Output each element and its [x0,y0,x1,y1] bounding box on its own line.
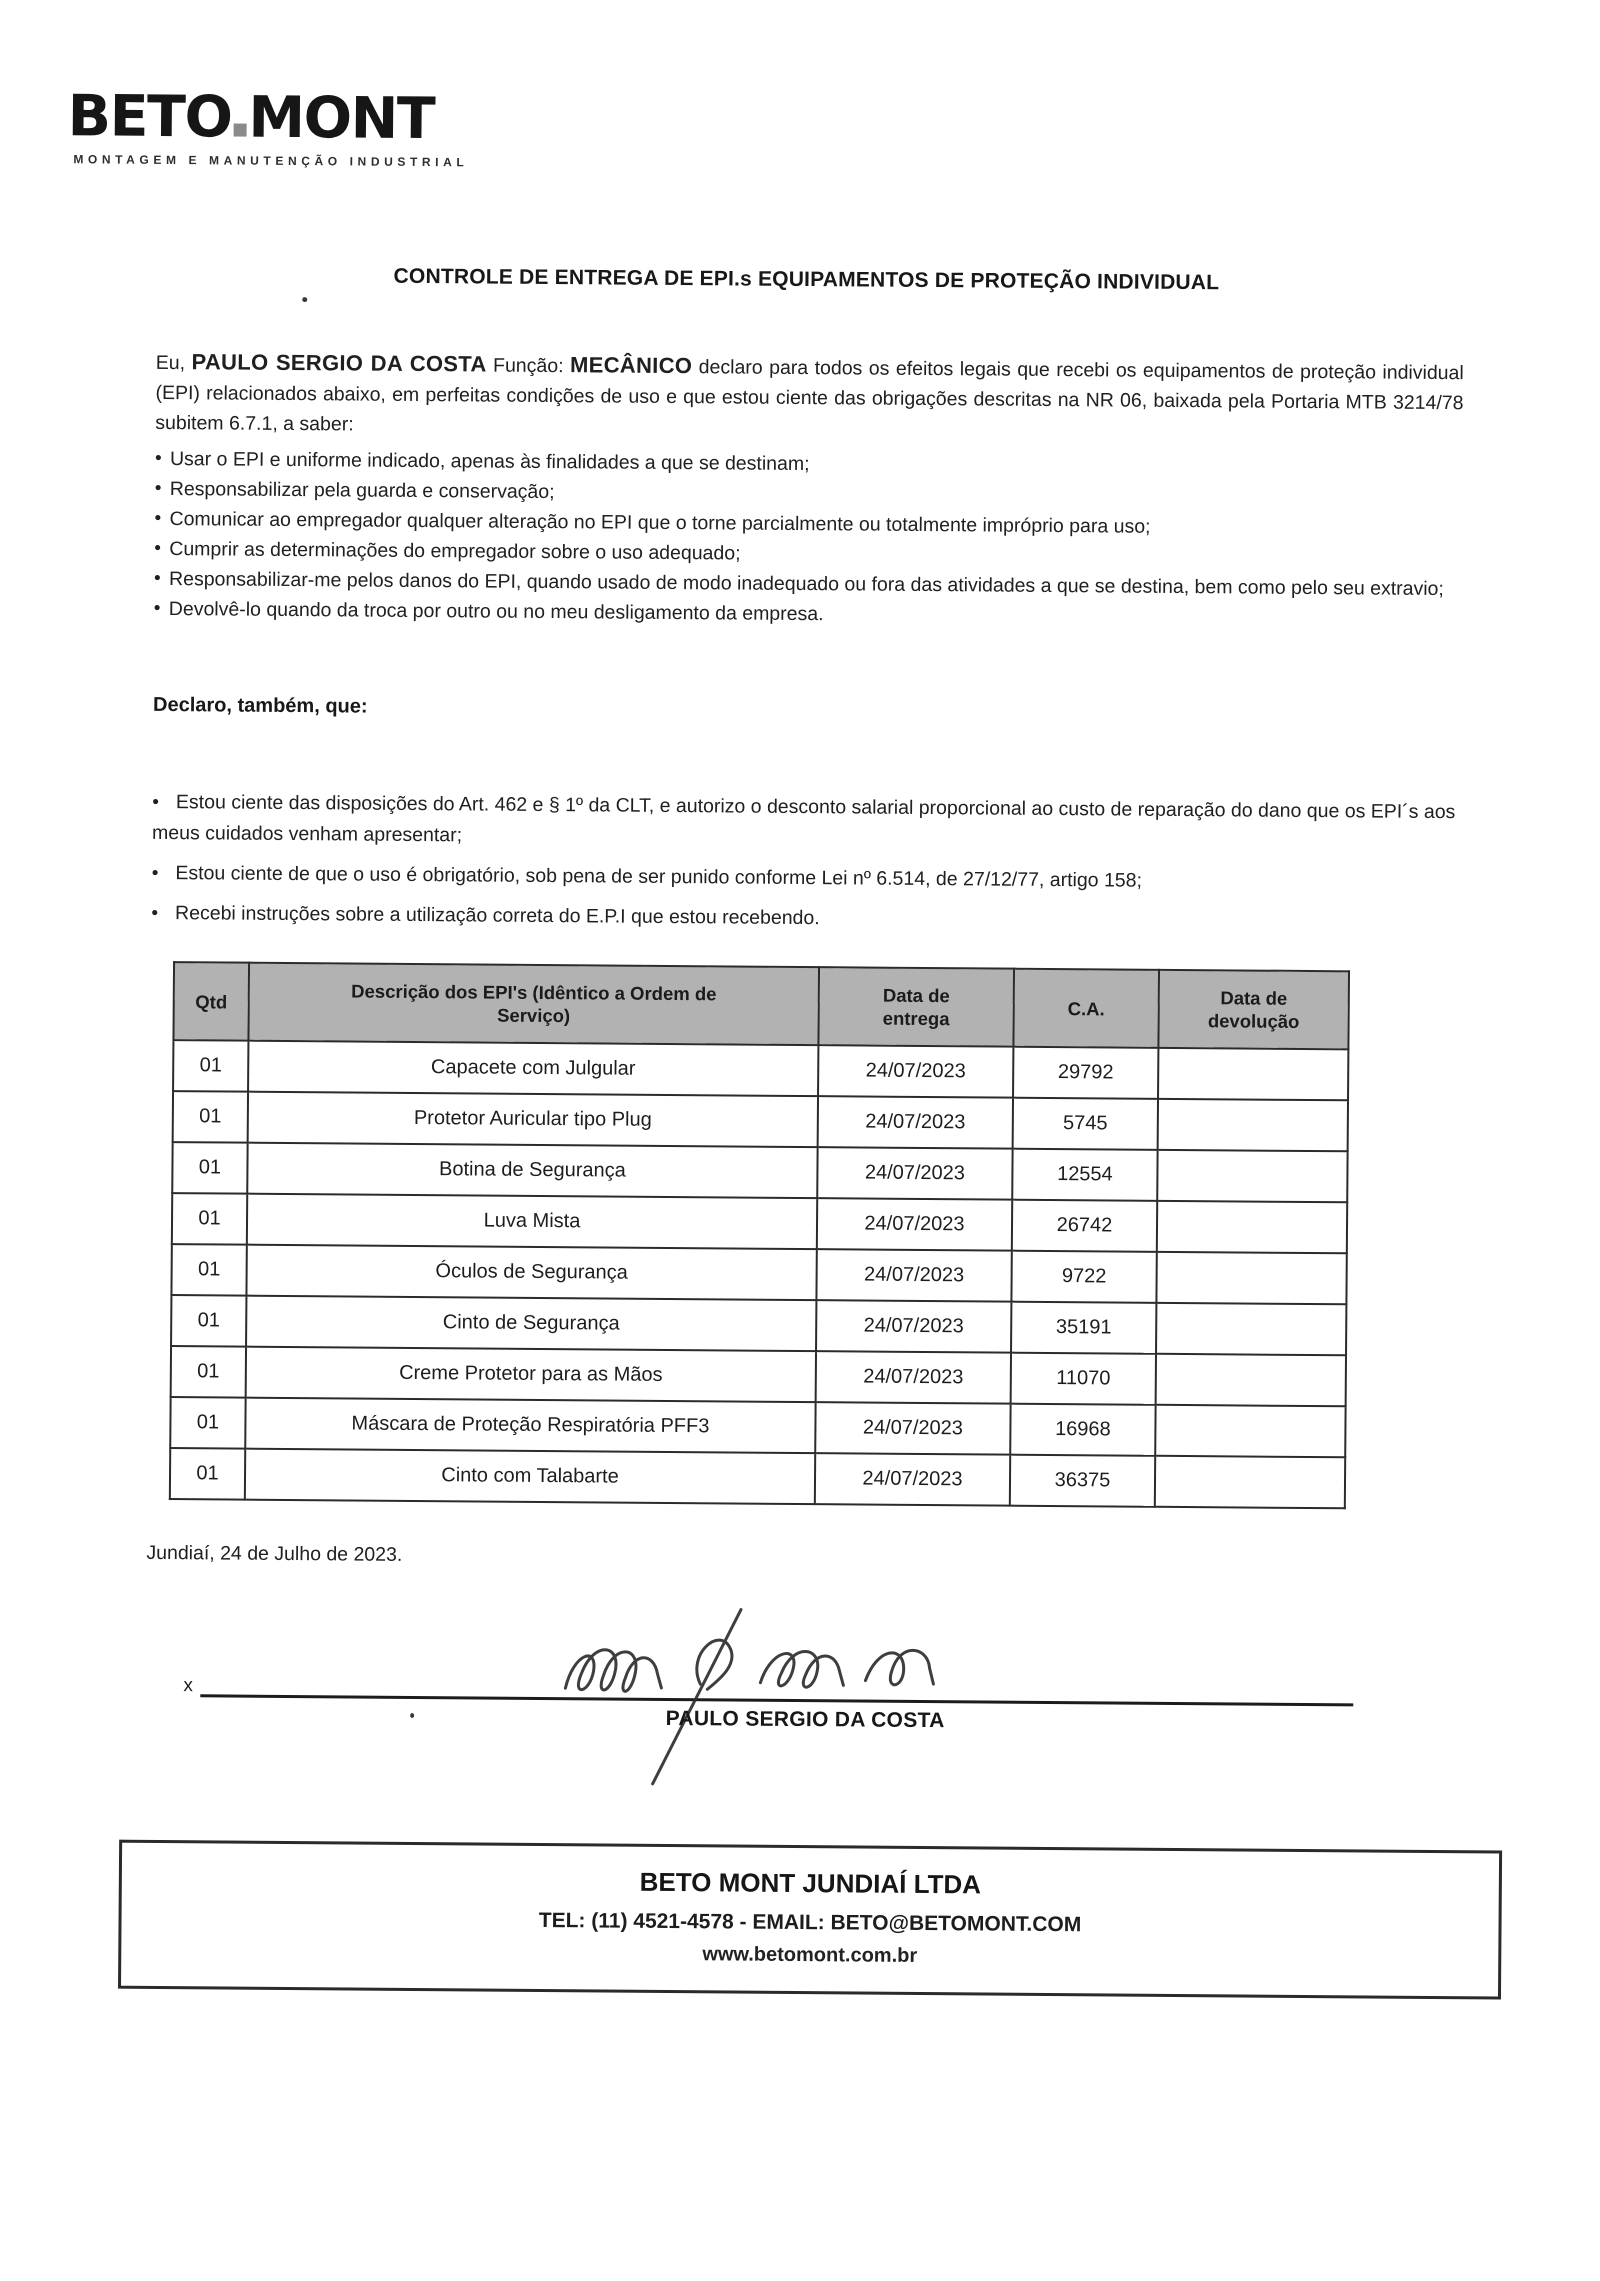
table-cell: Creme Protetor para as Mãos [246,1347,816,1402]
logo-mont-text: MONT [248,84,435,153]
logo-square-dot-icon [233,124,246,137]
table-cell [1155,1456,1345,1508]
logo-beto-text: BETO [67,83,232,151]
table-cell: Capacete com Julgular [248,1041,818,1096]
employee-name: PAULO SERGIO DA COSTA [191,349,487,377]
column-header-ca [1013,969,1159,1048]
table-row [171,1295,1346,1355]
column-header-data-entrega [818,967,1014,1047]
table-cell: Protetor Auricular tipo Plug [248,1092,818,1147]
document-title-text: CONTROLE DE ENTREGA DE EPI.s EQUIPAMENTOS DE PROTEÇÃO INDIVIDUAL [393,264,1220,295]
table-cell: 01 [172,1193,247,1245]
obligations-list [154,444,1465,634]
intro-body-text: declaro para todos os efeitos legais que recebi os equipamentos de proteção individual (EPI) relacionados abaixo, em perfeitas condições de uso e que estou ciente das obrigações descritas na NR 06, baixada pela Portaria MTB 3214/78 subitem 6.7.1, a saber: [155,356,1464,436]
table-cell: 11070 [1011,1353,1156,1405]
table-cell: 01 [173,1091,248,1143]
column-header-text: Data de devolução [1207,987,1300,1032]
table-cell: 24/07/2023 [818,1096,1013,1149]
column-header-text: Descrição dos EPI's (Idêntico a Ordem de Serviço) [351,980,717,1027]
column-header-qtd [173,962,249,1041]
epi-table [169,961,1350,1509]
bullet-item: • Estou ciente de que o uso é obrigatório, sob pena de ser punido conforme Lei nº 6.514, de 27/12/77, artigo 158; [152,858,1462,899]
bullet-item: • Recebi instruções sobre a utilização correta do E.P.I que estou recebendo. [151,898,1461,939]
footer-box [118,1840,1502,2000]
ink-dot-artifact [302,297,307,302]
table-cell: 16968 [1010,1404,1155,1456]
table-cell: 26742 [1012,1200,1157,1252]
table-cell [1155,1405,1345,1457]
signature-block [0,1634,1596,1782]
table-cell [1157,1201,1347,1253]
table-cell: Máscara de Proteção Respiratória PFF3 [245,1398,815,1453]
declarations-list [151,787,1462,939]
table-row [173,1091,1348,1151]
table-cell: Botina de Segurança [247,1143,817,1198]
intro-paragraph [155,347,1464,448]
table-cell: 24/07/2023 [817,1147,1012,1200]
table-row [170,1397,1345,1457]
table-cell: 36375 [1010,1455,1155,1507]
table-cell: Cinto com Talabarte [245,1449,815,1504]
bullet-item: • Responsabilizar pela guarda e conservação; [155,474,1465,514]
table-cell: 24/07/2023 [816,1351,1011,1404]
date-line: Jundiaí, 24 de Julho de 2023. [146,1541,403,1566]
table-row [172,1193,1347,1253]
table-row [171,1346,1346,1406]
table-row [173,1040,1348,1100]
table-cell: 5745 [1013,1098,1158,1150]
column-header-descricao [248,963,819,1045]
table-cell: 12554 [1012,1149,1157,1201]
table-cell [1157,1150,1347,1202]
table-cell: 01 [171,1244,246,1296]
table-cell: Luva Mista [247,1194,817,1249]
table-row [170,1448,1345,1508]
table-row [171,1244,1346,1304]
logo-tagline: MONTAGEM E MANUTENÇÃO INDUSTRIAL [73,152,469,170]
table-cell: 01 [171,1346,246,1398]
table-cell: 24/07/2023 [816,1249,1011,1302]
table-cell: 9722 [1011,1251,1156,1303]
epi-table-head [173,962,1349,1049]
table-cell: Óculos de Segurança [246,1245,816,1300]
bullet-item: • Cumprir as determinações do empregador sobre o uso adequado; [154,534,1464,574]
bullet-item: • Estou ciente das disposições do Art. 462 e § 1º da CLT, e autorizo o desconto salarial proporcional ao custo de reparação do dano que os EPI´s aos meus cuidados venham apresentar; [152,787,1462,859]
footer-company-name: BETO MONT JUNDIAÍ LTDA [639,1866,982,1900]
column-header-text: Data de entrega [882,984,950,1030]
employee-role: MECÂNICO [569,352,693,379]
table-cell: 01 [171,1295,246,1347]
bullet-item: • Usar o EPI e uniforme indicado, apenas às finalidades a que se destinam; [155,444,1465,484]
table-cell: 01 [173,1040,248,1092]
logo-wordmark [67,83,547,153]
table-cell [1156,1252,1346,1304]
epi-table-body [170,1040,1349,1508]
column-header-data-devolucao [1158,970,1349,1049]
table-cell: 01 [172,1142,247,1194]
role-label: Função: [493,354,564,378]
intro-prefix: Eu, [155,351,186,375]
table-cell: Cinto de Segurança [246,1296,816,1351]
table-cell [1156,1354,1346,1406]
footer-contact-line: TEL: (11) 4521-4578 - EMAIL: BETO@BETOMONT.COM [538,1908,1082,1937]
column-header-text: Qtd [195,990,228,1012]
table-cell: 24/07/2023 [818,1045,1013,1098]
table-cell: 01 [170,1397,245,1449]
column-header-text: C.A. [1067,997,1105,1019]
ink-dot-artifact [410,1713,414,1718]
document-title [6,262,1600,299]
table-cell: 01 [170,1448,245,1500]
table-row [172,1142,1347,1202]
table-cell: 24/07/2023 [815,1402,1010,1455]
footer-website: www.betomont.com.br [702,1943,918,1967]
handwritten-signature-icon [535,1593,987,1797]
table-cell [1156,1303,1346,1355]
signee-name: PAULO SERGIO DA COSTA [665,1706,945,1733]
bullet-item: • Comunicar ao empregador qualquer alteração no EPI que o torne parcialmente ou totalmente impróprio para uso; [154,504,1464,544]
company-logo [67,83,548,170]
signature-x-label: x [183,1675,193,1697]
table-cell: 24/07/2023 [816,1300,1011,1353]
table-cell [1158,1048,1348,1100]
bullet-item: • Responsabilizar-me pelos danos do EPI, quando usado de modo inadequado ou fora das atividades a que se destina, bem como pelo seu extravio; [154,564,1464,604]
bullet-item: • Devolvê-lo quando da troca por outro ou no meu desligamento da empresa. [154,594,1464,634]
table-cell [1158,1099,1348,1151]
table-header-row [173,962,1349,1049]
table-cell: 24/07/2023 [815,1453,1010,1506]
table-cell: 29792 [1013,1047,1158,1099]
table-cell: 24/07/2023 [817,1198,1012,1251]
declaration-heading: Declaro, também, que: [152,693,368,718]
table-cell: 35191 [1011,1302,1156,1354]
